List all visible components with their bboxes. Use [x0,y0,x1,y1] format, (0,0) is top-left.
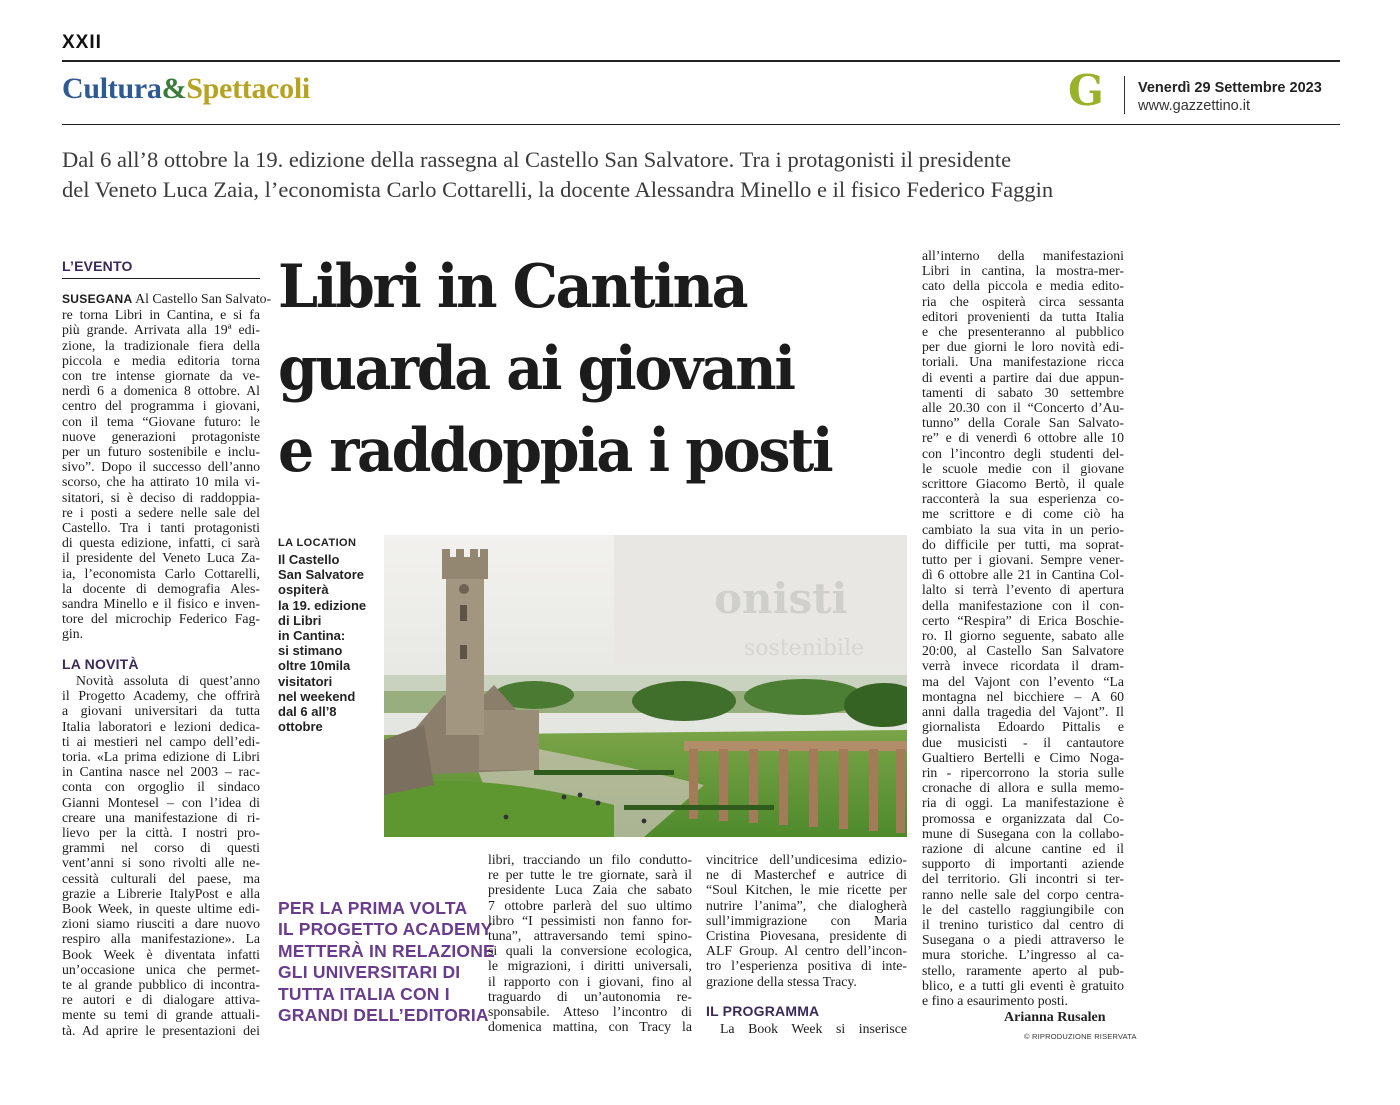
text-line: Cristina Piovesana, presidente di [706,928,907,944]
text-line: te al grande pubblico di incontra- [62,977,260,993]
text-line: certo “Respira” di Erica Boschie- [922,612,1124,628]
text-line: re i posti a sedere nelle sale del [62,504,260,520]
text-line: me scrittore e di come ciò ha [922,506,1124,522]
text-line: gin. [62,626,84,642]
text-line: ro. Il giorno seguente, sabato alle [922,628,1124,644]
section-tag-programma: IL PROGRAMMA [706,1003,820,1019]
article-column-4 [706,852,907,989]
text-line: tro l’esperienza positiva di inte- [706,958,907,974]
text-line: e fino a esaurimento posti. [922,992,1068,1008]
text-line: mura storiche. L’ingresso al ca- [922,947,1124,963]
section-title-ampersand: & [161,72,187,105]
text-line: zione, la tradizionale fiera della [62,337,260,353]
text-line: nerdì 6 a domenica 8 ottobre. Al [62,383,260,399]
text-line: vent’anni si sono rivolti alle ne- [62,855,260,871]
headline-line: Libri in Cantina [278,252,747,322]
text-line: respiro alla manifestazione». La [62,931,260,947]
text-line: con tre intense giornate da ve- [62,368,260,384]
issue-date: Venerdì 29 Settembre 2023 [1138,80,1322,96]
text-line: creare una manifestazione di ri- [62,809,260,825]
pull-quote-line: GRANDI DELL’EDITORIA [278,1005,489,1026]
text-line: lievo per la città. I nostri pro- [62,825,260,841]
headline [278,246,831,492]
caption-line: ospiterà [278,582,329,598]
text-line: le scuole medie con il giovane [922,460,1124,476]
text-line: rin - ripercorrono la storia sulle [922,764,1124,780]
text-line: la docente di demografia Ales- [62,580,260,596]
top-rule [62,60,1340,62]
text-line: ALF Group. Al centro dell’incon- [706,943,907,959]
text-line: all’interno della manifestazioni [922,248,1124,263]
article-deck [62,145,1382,205]
text-line: ia, l’economista Carlo Cottarelli, [62,565,260,581]
author-signature: Arianna Rusalen [1004,1010,1106,1025]
text-line: toriali. Una manifestazione ricca [922,354,1124,370]
text-line: il rapporto con i giovani, fino al [488,973,692,989]
text-line: conta con orgoglio il sindaco [62,779,260,795]
caption-line: nel weekend [278,688,356,704]
text-line [62,291,272,307]
text-line: mente su temi di grande attuali- [62,1007,260,1023]
text-line: di questa edizione, infatti, ci sarà [62,535,260,551]
text-line: Castello. Tra i tanti protagonisti [62,520,260,536]
text-line: vincitrice dell’undicesima edizio- [706,852,907,867]
text-line: grammi nel corso di questi [62,840,260,856]
caption-line: la 19. edizione [278,597,367,613]
text-line: re” e di venerdì 6 ottobre alle 10 [922,430,1124,446]
text-line: libro “I pessimisti non fanno for- [488,912,692,928]
text-line: per due giorni le loro novità edi- [922,339,1124,355]
caption-line: visitatori [278,673,333,689]
text-line: zioni siamo riusciti a dare nuovo [62,916,260,932]
header-rule [62,124,1340,125]
pull-quote-line: METTERÀ IN RELAZIONE [278,940,495,961]
caption-line: Il Castello [278,552,340,567]
text-line: re per tutte le tre giornate, sarà il [488,867,692,883]
svg-text:sostenibile: sostenibile [744,636,865,661]
text-line: blico, e a tutti gli eventi è gratuito [922,977,1124,993]
text-line: re torna Libri in Cantina, e si fa [62,307,260,323]
text-line: ria di oggi. La manifestazione è [922,795,1124,811]
caption-line: San Salvatore [278,567,364,583]
text-line: “Soul Kitchen, le mie ricette per [706,882,907,898]
text-line: ma del Vajont con l’evento “La [922,673,1124,689]
photo-caption-tag: LA LOCATION [278,537,357,549]
section-title-spettacoli: Spettacoli [186,72,310,105]
text-line: stello, raramente aperto al pub- [922,962,1124,978]
text-line: grazione della stessa Tracy. [706,973,857,989]
text-line: Book Week, in queste ultime edi- [62,901,260,917]
text-line: razione di alcune cantine ed il [922,840,1124,856]
text-line: grazie a Librerie ItalyPost e alla [62,885,260,901]
text-line: dì 6 ottobre alle 21 in Cantina Col- [922,567,1124,583]
header-divider [1124,76,1125,114]
text-line: editori provenienti da tutta Italia [922,308,1124,324]
text-line: si quali la conversione ecologica, [488,943,692,959]
text-line: il trenino turistico dal centro di [922,916,1124,932]
text-line: giornalista Edoardo Pittalis e [922,719,1124,735]
deck-line: del Veneto Luca Zaia, l’economista Carlo Cottarelli, la docente Alessandra Minello e il fisico Federico Faggin [62,177,1054,202]
text-line: traguardo di un’autonomia re- [488,988,692,1004]
text-line-body: Al Castello San Salvato- [135,291,272,306]
text-line: tamenti di sabato 30 settembre [922,384,1124,400]
text-line: presidente Luca Zaia che sabato [488,882,692,898]
caption-line: di Libri [278,612,322,628]
text-line: cessità culturali del paese, ma [62,870,260,886]
text-line: montagna nel bicchiere – A 60 [922,688,1124,704]
text-line: in Cantina nasce nel 2003 – rac- [62,764,260,780]
text-line: alle 20.30 con il “Concerto d’Au- [922,400,1124,416]
text-line: verrà invece ricordata il dram- [922,658,1124,674]
text-line: le migrazioni, i diritti universali, [488,958,692,974]
text-line: Gianni Montesel – con l’idea di [62,794,260,810]
text-line: con il tema “Giovane futuro: le [62,413,260,429]
caption-line: si stimano [278,643,343,659]
text-line: ria che ospiterà circa sessanta [922,293,1124,309]
text-line: cato della piccola e media edito- [922,278,1124,294]
section-title-cultura: Cultura [62,72,162,105]
article-column-3 [488,852,692,1034]
caption-line: oltre 10mila [278,658,351,674]
page-number: XXII [62,32,102,53]
deck-line: Dal 6 all’8 ottobre la 19. edizione della rassegna al Castello San Salvatore. Tra i protagonisti il presidente [62,147,1012,172]
section-tag-novita: LA NOVITÀ [62,656,139,672]
text-line: scrittore Giacomo Bertò, il quale [922,476,1124,492]
text-line: re autori e di dialogare attiva- [62,992,260,1008]
text-line: tutto per i giovani. Sempre vener- [922,552,1124,568]
copyright-notice: © RIPRODUZIONE RISERVATA [1024,1032,1137,1041]
caption-line: ottobre [278,719,323,735]
text-line: promossa e organizzata dal Co- [922,810,1124,826]
text-line: cronache di allora e sulla memo- [922,780,1124,796]
text-line: con l’incontro degli studenti del- [922,445,1124,461]
text-line: La Book Week si inserisce [720,1021,907,1036]
headline-line: guarda ai giovani [278,334,794,404]
text-line: libri, tracciando un filo condutto- [488,852,692,867]
text-line: supporto di importanti aziende [922,856,1124,872]
text-line: le del castello raggiungibile con [922,901,1124,917]
svg-text:onisti: onisti [714,574,848,623]
caption-line: in Cantina: [278,628,346,644]
text-line: ne di Masterchef e autrice di [706,867,907,883]
text-line: della manifestazione con il con- [922,597,1124,613]
text-line: do difficile per tutti, ma soprat- [922,536,1124,552]
article-column-1-continued [62,673,260,1038]
text-line: sponsabile. Atteso l’incontro di [488,1004,692,1020]
section-title [62,72,310,106]
headline-line: e raddoppia i posti [278,416,832,486]
article-column-5 [922,248,1124,1008]
text-line: tuna”, attraversando temi spino- [488,928,692,944]
dateline: SUSEGANA [62,292,133,306]
text-line: sull’immigrazione con Maria [706,912,907,928]
pull-quote-line: PER LA PRIMA VOLTA [278,898,468,918]
text-line: Novità assoluta di quest’anno [76,673,260,688]
text-line: Susegana o a piedi attraverso le [922,932,1124,948]
text-line: Italia laboratori e lezioni dedica- [62,718,260,734]
article-column-4-continued [706,1021,907,1036]
text-line: anni dalla tragedia del Vajont”. Il [922,704,1124,720]
text-line: racconterà la sua esperienza co- [922,491,1124,507]
text-line: 20:00, al Castello San Salvatore [922,643,1124,659]
text-line: tore del microchip Federico Fag- [62,611,260,627]
text-line: tà. Ad aprire le presentazioni dei [62,1022,260,1038]
text-line: il presidente del Veneto Luca Za- [62,550,260,566]
section-tag-evento: L’EVENTO [62,258,133,274]
text-line: un’occasione unica che permet- [62,961,260,977]
text-line: sivo”. Dopo il successo dell’anno [62,459,260,475]
text-line: a giovani universitari da tutta [62,703,260,719]
text-line: nutrire l’anima”, che dialogherà [706,897,907,913]
text-line: più grande. Arrivata alla 19ª edi- [62,322,260,338]
castle-photo-illustration [384,535,907,837]
text-line: tunno” della Corale San Salvato- [922,415,1124,431]
caption-line: dal 6 all’8 [278,704,337,720]
pull-quote-line: TUTTA ITALIA CON I [278,983,450,1004]
text-line: 7 ottobre parlerà del suo ultimo [488,897,692,913]
gazzettino-logo: G [1068,66,1104,115]
pull-quote-line: GLI UNIVERSITARI DI [278,962,461,983]
article-column-1 [62,291,272,642]
text-line: piccola e media editoria torna [62,352,260,368]
website-url: www.gazzettino.it [1138,98,1251,114]
text-line: del territorio. Gli incontri si ter- [922,871,1124,887]
text-line: sandra Minello e il fisico e inven- [62,596,260,612]
text-line: cambiato la sua vita in un perio- [922,521,1124,537]
pull-quote-line: IL PROGETTO ACADEMY [278,919,493,940]
text-line: Book Week è diventata infatti [62,946,260,962]
text-line: per un futuro sostenibile e inclu- [62,444,260,460]
text-line: mune di Susegana con la collabo- [922,825,1124,841]
text-line: e che presenteranno al pubblico [922,324,1124,340]
text-line: Libri in cantina, la mostra-mer- [922,263,1124,279]
tag-rule [62,278,260,279]
text-line: ti ai mestieri nel campo dell’edi- [62,733,260,749]
text-line: scorso, che ha attirato 10 mila vi- [62,474,260,490]
text-line: nuove generazioni protagoniste [62,428,260,444]
text-line: ranno nelle sale del corpo centra- [922,886,1124,902]
text-line: di eventi a partire dai due appun- [922,369,1124,385]
castle-photo [384,535,907,837]
text-line: Gualtiero Bertelli e Cimo Noga- [922,749,1124,765]
text-line: toria. «La prima edizione di Libri [62,749,260,765]
photo-caption [278,552,378,734]
text-line: domenica mattina, con Tracy la [488,1019,692,1035]
text-line: due musicisti - il cantautore [922,734,1124,750]
text-line: lalto si terrà l’evento di apertura [922,582,1124,598]
text-line: il Progetto Academy, che offrirà [62,688,260,704]
text-line: centro del programma i giovani, [62,398,260,414]
text-line: sitatori, si è deciso di raddoppia- [62,489,260,505]
pull-quote [278,898,495,1026]
